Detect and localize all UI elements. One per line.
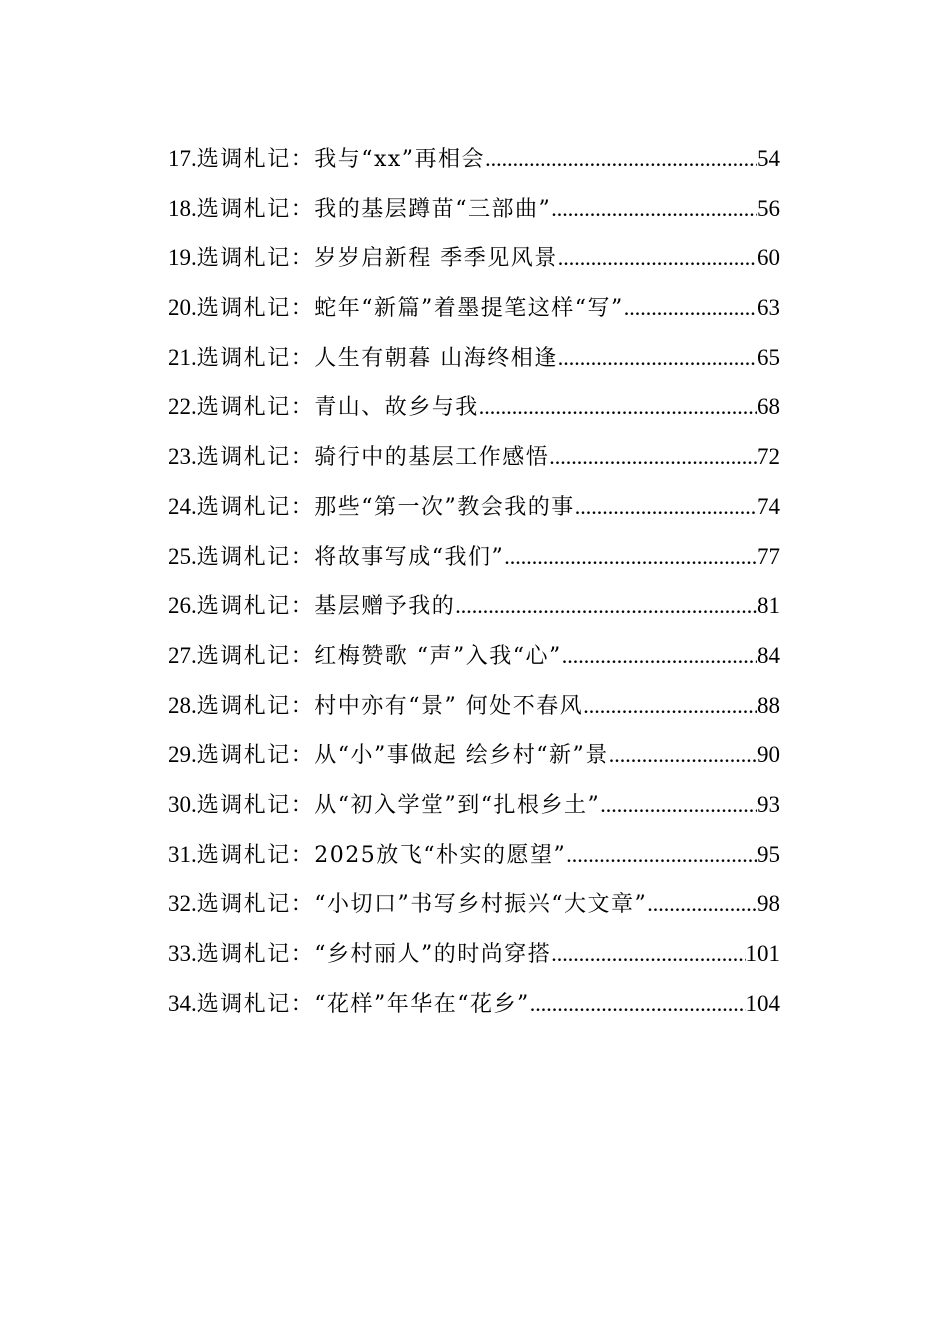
dot-leader — [562, 643, 757, 669]
toc-entry[interactable] — [168, 440, 780, 490]
toc-entry[interactable] — [168, 540, 780, 590]
entry-number: 28. — [168, 692, 197, 718]
entry-title: 选调札记：红梅赞歌 “声”入我“心” — [196, 643, 562, 669]
entry-page-number: 65 — [757, 344, 780, 370]
dot-leader — [479, 394, 757, 420]
toc-entry[interactable] — [168, 838, 780, 888]
toc-entry[interactable] — [168, 887, 780, 937]
table-of-contents — [168, 142, 780, 1036]
entry-number: 20. — [168, 295, 197, 321]
entry-page-number: 98 — [757, 891, 780, 917]
entry-page-number: 101 — [745, 941, 780, 966]
toc-entry[interactable] — [168, 788, 780, 838]
entry-page-number: 104 — [745, 990, 780, 1016]
dot-leader — [609, 742, 757, 768]
entry-page-number: 60 — [757, 245, 780, 271]
toc-entry[interactable] — [168, 142, 780, 192]
dot-leader — [558, 245, 757, 271]
entry-page-number: 88 — [757, 692, 780, 718]
entry-title: 选调札记：人生有朝暮 山海终相逢 — [196, 345, 558, 371]
toc-entry[interactable] — [168, 639, 780, 689]
dot-leader — [549, 444, 757, 470]
toc-entry[interactable] — [168, 987, 780, 1037]
toc-entry[interactable] — [168, 689, 780, 739]
dot-leader — [504, 544, 757, 570]
entry-page-number: 90 — [757, 742, 780, 768]
entry-number: 25. — [168, 543, 197, 569]
entry-number: 23. — [168, 444, 197, 470]
entry-title: 选调札记：那些“第一次”教会我的事 — [196, 494, 575, 520]
entry-page-number: 81 — [757, 593, 780, 619]
entry-number: 30. — [168, 791, 197, 817]
dot-leader — [551, 196, 757, 222]
toc-entry[interactable] — [168, 589, 780, 639]
dot-leader — [455, 593, 757, 619]
entry-number: 17. — [168, 146, 197, 171]
dot-leader — [647, 891, 757, 917]
entry-page-number: 95 — [757, 841, 780, 867]
dot-leader — [558, 345, 757, 371]
entry-title: 选调札记：“花样”年华在“花乡” — [196, 991, 530, 1017]
entry-page-number: 54 — [757, 146, 780, 171]
entry-number: 27. — [168, 642, 197, 668]
entry-title: 选调札记：我与“xx”再相会 — [196, 147, 486, 172]
entry-title: 选调札记：岁岁启新程 季季见风景 — [196, 246, 558, 272]
dot-leader — [575, 494, 757, 520]
entry-page-number: 56 — [757, 195, 780, 221]
entry-number: 34. — [168, 990, 197, 1016]
entry-title: 选调札记：蛇年“新篇”着墨提笔这样“写” — [196, 296, 624, 322]
dot-leader — [551, 941, 745, 967]
entry-page-number: 63 — [757, 295, 780, 321]
entry-title: 选调札记：村中亦有“景” 何处不春风 — [196, 693, 584, 719]
entry-title: 选调札记：基层赠予我的 — [196, 594, 456, 620]
dot-leader — [485, 146, 757, 172]
toc-entry[interactable] — [168, 291, 780, 341]
entry-number: 32. — [168, 891, 197, 917]
entry-title: 选调札记：“乡村丽人”的时尚穿搭 — [196, 942, 552, 967]
entry-page-number: 68 — [757, 394, 780, 420]
entry-number: 19. — [168, 245, 197, 271]
entry-page-number: 84 — [757, 642, 780, 668]
entry-title: 选调札记：将故事写成“我们” — [196, 544, 505, 570]
entry-number: 29. — [168, 742, 197, 768]
toc-entry[interactable] — [168, 390, 780, 440]
entry-number: 21. — [168, 344, 197, 370]
dot-leader — [566, 842, 757, 868]
toc-entry[interactable] — [168, 490, 780, 540]
entry-title: 选调札记：“小切口”书写乡村振兴“大文章” — [196, 892, 648, 918]
entry-number: 22. — [168, 394, 197, 420]
dot-leader — [583, 693, 757, 719]
toc-entry[interactable] — [168, 738, 780, 788]
entry-page-number: 74 — [757, 493, 780, 519]
toc-entry[interactable] — [168, 241, 780, 291]
entry-number: 31. — [168, 841, 197, 867]
entry-number: 33. — [168, 941, 197, 966]
toc-entry[interactable] — [168, 937, 780, 987]
entry-number: 18. — [168, 195, 197, 221]
entry-number: 24. — [168, 493, 197, 519]
dot-leader — [624, 295, 757, 321]
dot-leader — [530, 991, 746, 1017]
entry-title: 选调札记：从“小”事做起 绘乡村“新”景 — [196, 743, 609, 769]
entry-number: 26. — [168, 593, 197, 619]
entry-page-number: 93 — [757, 791, 780, 817]
entry-page-number: 72 — [757, 444, 780, 470]
entry-title: 选调札记：从“初入学堂”到“扎根乡土” — [196, 792, 601, 818]
entry-title: 选调札记：2025放飞“朴实的愿望” — [196, 842, 567, 868]
entry-title: 选调札记：我的基层蹲苗“三部曲” — [196, 196, 552, 222]
entry-title: 选调札记：青山、故乡与我 — [196, 395, 479, 421]
toc-entry[interactable] — [168, 341, 780, 391]
entry-title: 选调札记：骑行中的基层工作感悟 — [196, 445, 550, 471]
toc-entry[interactable] — [168, 192, 780, 242]
dot-leader — [600, 792, 757, 818]
entry-page-number: 77 — [757, 543, 780, 569]
